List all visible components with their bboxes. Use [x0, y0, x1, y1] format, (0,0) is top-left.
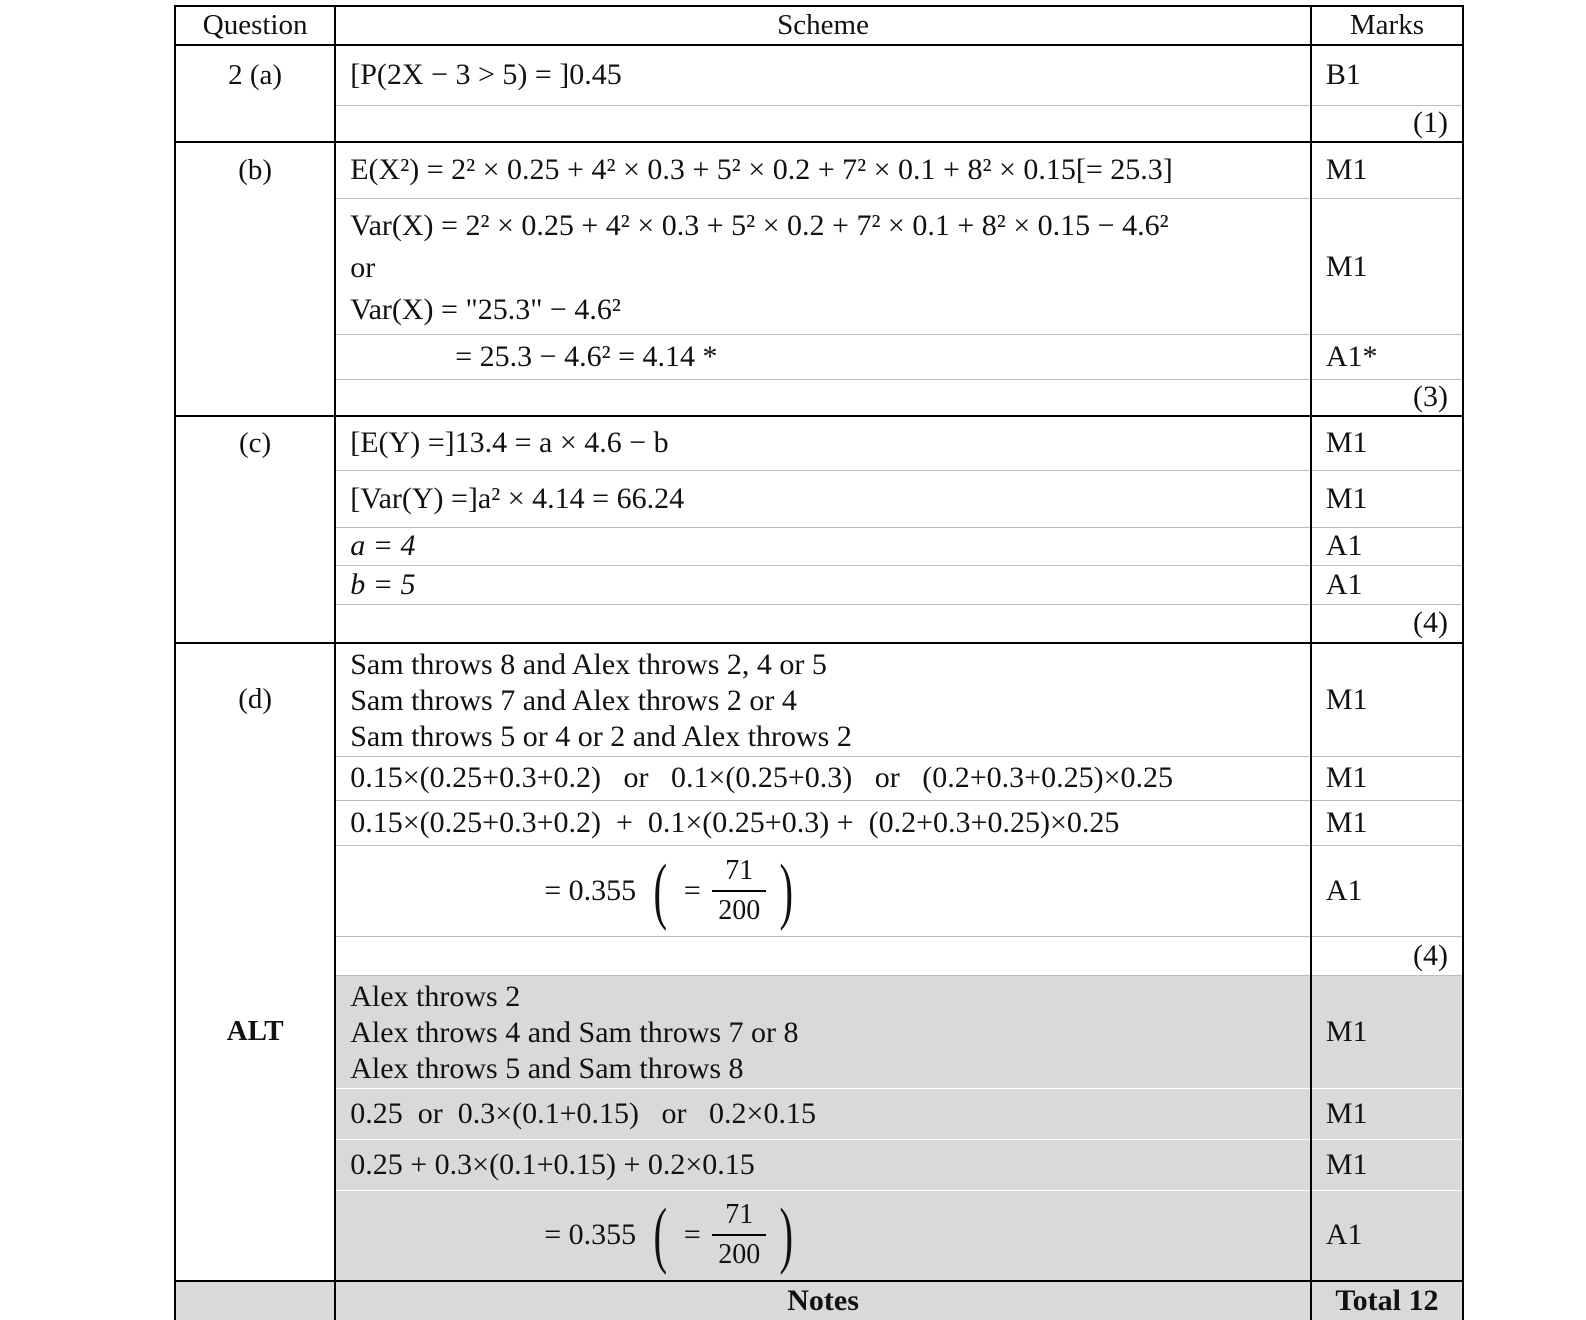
table-row [175, 845, 1463, 936]
scheme-text: 0.25 + 0.3×(0.1+0.15) + 0.2×0.15 [350, 1147, 755, 1181]
question-label: 2 (a) [175, 45, 335, 106]
table-row [175, 975, 1463, 1089]
scheme-cell [335, 801, 1311, 846]
left-paren: ( [653, 850, 667, 933]
result-equation [350, 1194, 798, 1277]
scheme-cell [335, 566, 1311, 605]
marks-cell: M1 [1311, 643, 1463, 757]
marks-cell: M1 [1311, 801, 1463, 846]
result-equation [350, 850, 798, 933]
marks-cell: M1 [1311, 142, 1463, 199]
scheme-text: b = 5 [350, 567, 416, 601]
scheme-text: [Var(Y) =]a² × 4.14 = 66.24 [350, 481, 685, 515]
marks-cell: M1 [1311, 470, 1463, 527]
right-paren: ) [779, 850, 793, 933]
scheme-text: = 25.3 − 4.6² = 4.14 * [455, 339, 718, 373]
fraction-denominator: 200 [718, 1239, 761, 1271]
total-marks: Total 12 [1311, 1281, 1463, 1320]
header-row [175, 6, 1463, 45]
scheme-cell [335, 334, 1311, 379]
scheme-cell [335, 845, 1311, 936]
marks-cell: M1 [1311, 199, 1463, 335]
table-row [175, 199, 1463, 335]
scheme-cell [335, 470, 1311, 527]
header-marks: Marks [1311, 6, 1463, 45]
subtotal-marks: (1) [1311, 105, 1463, 142]
marks-cell: A1 [1311, 845, 1463, 936]
mark-scheme-table [174, 5, 1464, 1320]
scheme-cell [335, 527, 1311, 566]
right-paren: ) [779, 1194, 793, 1277]
scheme-text: 0.15×(0.25+0.3+0.2) or 0.1×(0.25+0.3) or (0.2+0.3+0.25)×0.25 [350, 761, 1174, 795]
scheme-text: Sam throws 8 and Alex throws 2, 4 or 5 Sam throws 7 and Alex throws 2 or 4 Sam throws 5 or 4 or 2 and Alex throws 2 [350, 647, 852, 753]
table-row [175, 334, 1463, 379]
header-scheme: Scheme [335, 6, 1311, 45]
marks-cell: B1 [1311, 45, 1463, 106]
scheme-text: E(X²) = 2² × 0.25 + 4² × 0.3 + 5² × 0.2 + 7² × 0.1 + 8² × 0.15[= 25.3] [350, 153, 1173, 187]
marks-cell: M1 [1311, 416, 1463, 471]
scheme-cell [335, 643, 1311, 757]
scheme-text: [P(2X − 3 > 5) = ]0.45 [350, 58, 622, 92]
scheme-text: = 0.355 [544, 1218, 637, 1252]
fraction [712, 1196, 766, 1274]
question-label: ALT [175, 975, 335, 1089]
question-label: (b) [175, 142, 335, 199]
table-row [175, 527, 1463, 566]
notes-heading: Notes [335, 1281, 1311, 1320]
scheme-text: a = 4 [350, 529, 416, 563]
table-row [175, 643, 1463, 757]
table-row [175, 416, 1463, 471]
table-row [175, 604, 1463, 643]
marks-cell: A1 [1311, 566, 1463, 605]
fraction [712, 852, 766, 930]
marks-cell: A1* [1311, 334, 1463, 379]
header-question: Question [175, 6, 335, 45]
table-row [175, 142, 1463, 199]
scheme-text: [E(Y) =]13.4 = a × 4.6 − b [350, 426, 669, 460]
scheme-cell [335, 416, 1311, 471]
subtotal-marks: (4) [1311, 937, 1463, 976]
equals-sign: = [683, 1218, 701, 1252]
question-label: (d) [175, 643, 335, 757]
scheme-text: Var(X) = 2² × 0.25 + 4² × 0.3 + 5² × 0.2 + 7² × 0.1 + 8² × 0.15 − 4.6² or Var(X) = "25.3" − 4.6² [350, 208, 1169, 326]
marks-cell: A1 [1311, 527, 1463, 566]
scheme-cell [335, 1190, 1311, 1281]
scheme-cell [335, 756, 1311, 801]
marks-cell: M1 [1311, 1089, 1463, 1140]
fraction-denominator: 200 [718, 895, 761, 927]
fraction-numerator: 71 [712, 1196, 766, 1236]
scheme-cell [335, 1139, 1311, 1190]
table-row [175, 937, 1463, 976]
scheme-cell [335, 1089, 1311, 1140]
subtotal-marks: (3) [1311, 379, 1463, 416]
scheme-text: 0.15×(0.25+0.3+0.2) + 0.1×(0.25+0.3) + (0.2+0.3+0.25)×0.25 [350, 806, 1120, 840]
fraction-numerator: 71 [712, 852, 766, 892]
table-row [175, 1190, 1463, 1281]
footer-row [175, 1281, 1463, 1320]
equals-sign: = [683, 874, 701, 908]
scheme-text: Alex throws 2 Alex throws 4 and Sam throws 7 or 8 Alex throws 5 and Sam throws 8 [350, 979, 799, 1085]
scheme-text: 0.25 or 0.3×(0.1+0.15) or 0.2×0.15 [350, 1097, 816, 1131]
table-row [175, 1139, 1463, 1190]
scheme-text: = 0.355 [544, 874, 637, 908]
marks-cell: A1 [1311, 1190, 1463, 1281]
subtotal-marks: (4) [1311, 604, 1463, 643]
scheme-cell [335, 199, 1311, 335]
table-row [175, 379, 1463, 416]
marks-cell: M1 [1311, 1139, 1463, 1190]
marks-cell: M1 [1311, 975, 1463, 1089]
table-row [175, 470, 1463, 527]
scheme-cell [335, 142, 1311, 199]
scheme-cell [335, 975, 1311, 1089]
table-row [175, 45, 1463, 106]
left-paren: ( [653, 1194, 667, 1277]
table-row [175, 1089, 1463, 1140]
table-row [175, 801, 1463, 846]
table-row [175, 566, 1463, 605]
scheme-cell [335, 45, 1311, 106]
table-row [175, 105, 1463, 142]
table-row [175, 756, 1463, 801]
marks-cell: M1 [1311, 756, 1463, 801]
question-label: (c) [175, 416, 335, 471]
